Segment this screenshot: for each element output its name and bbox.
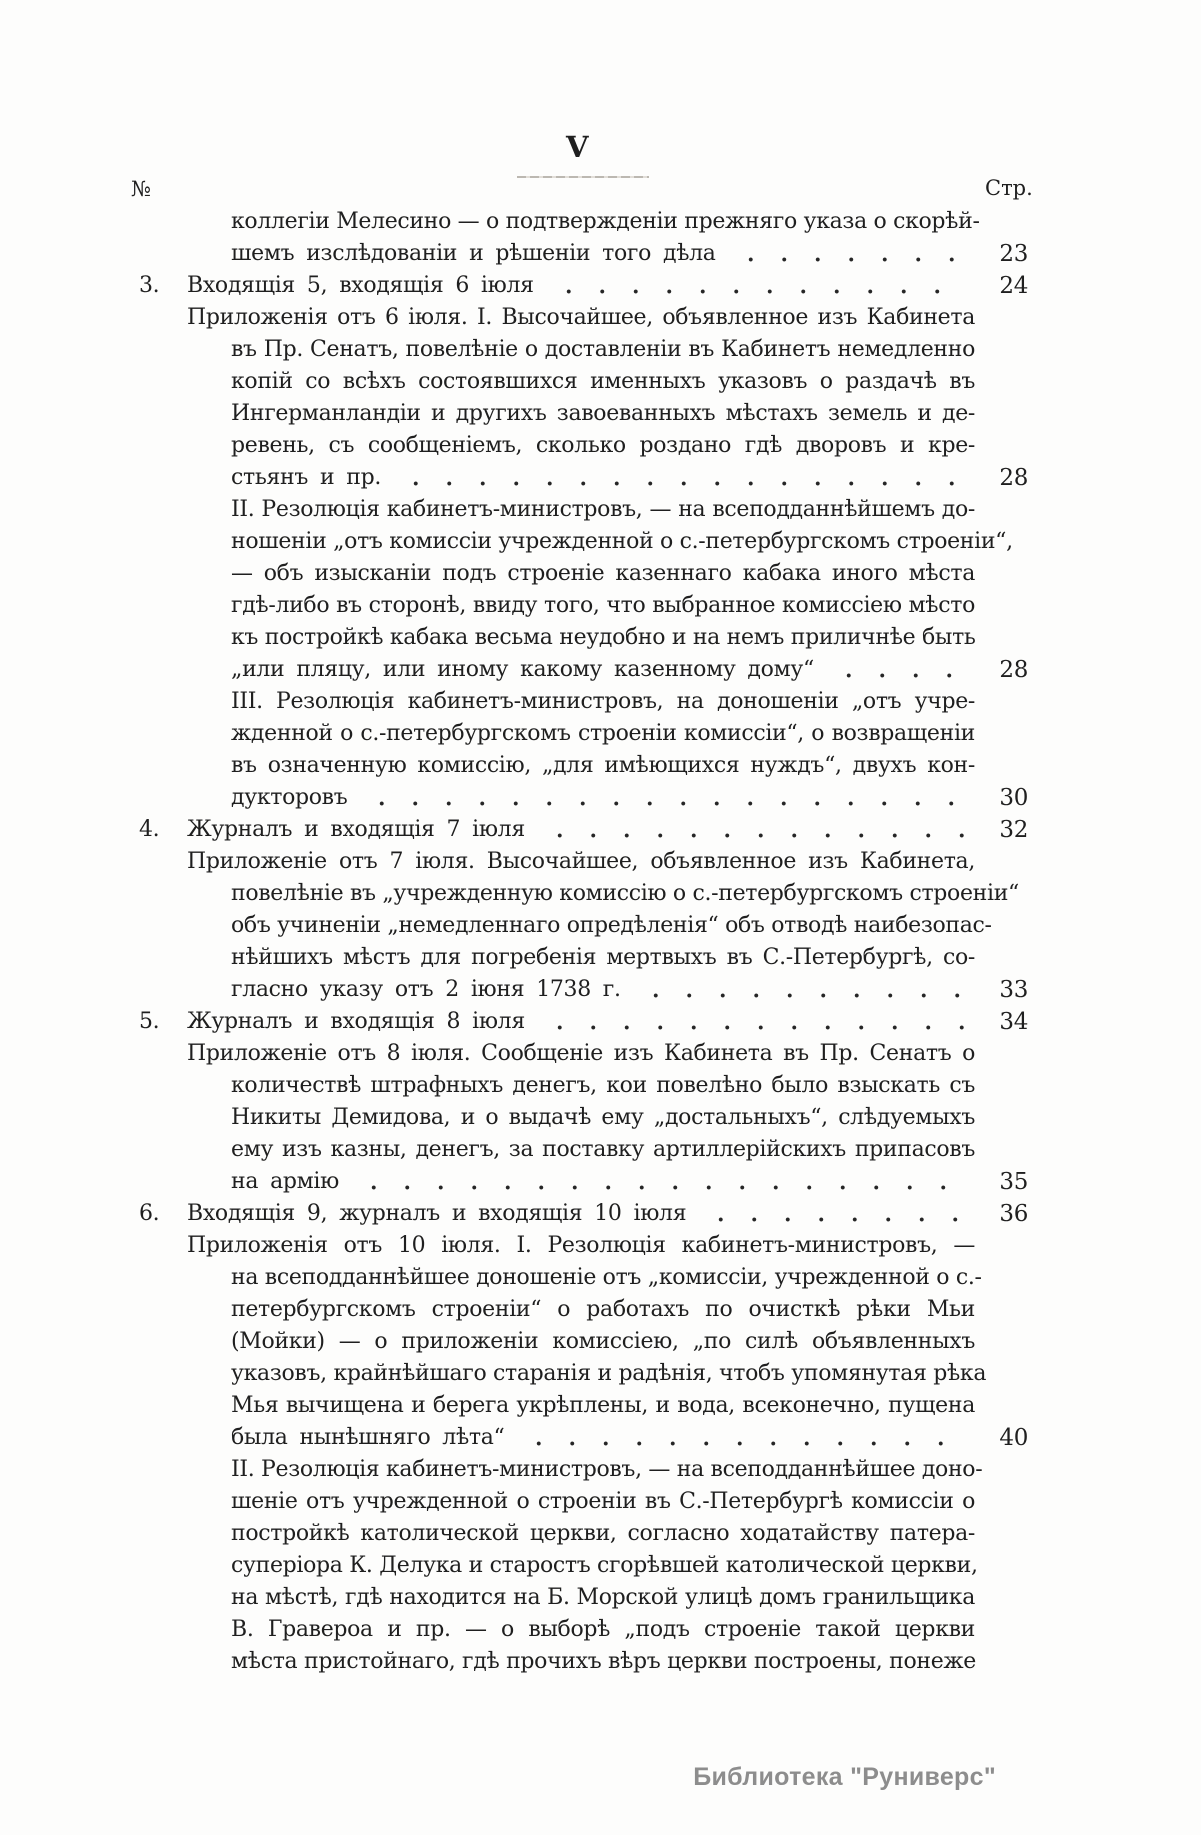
dot-leader bbox=[728, 238, 966, 270]
dot-leader bbox=[537, 1006, 966, 1038]
toc-line-text: Журналъ и входящія 7 іюля bbox=[187, 817, 525, 842]
toc-line bbox=[0, 1422, 1201, 1454]
toc-line-text: въ Пр. Сенатъ, повелѣніе о доставленіи въ Кабинетъ немедленно bbox=[231, 337, 975, 362]
column-label-number: № bbox=[131, 177, 151, 201]
toc-line-text: гдѣ-либо въ сторонѣ, ввиду того, что выбранное комиссіею мѣсто bbox=[231, 593, 975, 618]
toc-line-text: „или пляцу, или иному какому казенному дому“ bbox=[231, 657, 814, 682]
toc-line-text: III. Резолюція кабинетъ-министровъ, на доношеніи „отъ учре- bbox=[231, 689, 975, 714]
toc-line-text: петербургскомъ строеніи“ о работахъ по очисткѣ рѣки Мьи bbox=[231, 1297, 975, 1322]
toc-line-text: постройкѣ католической церкви, согласно ходатайству патера- bbox=[231, 1521, 975, 1546]
toc-line-text: Входящія 5, входящія 6 іюля bbox=[187, 273, 534, 298]
library-watermark: Библиотека "Руниверс" bbox=[693, 1763, 996, 1791]
toc-page-number: 28 bbox=[999, 465, 1028, 491]
toc-page-number: 35 bbox=[999, 1169, 1028, 1195]
toc-line-text: шеніе отъ учрежденной о строеніи въ С.-Петербургѣ комиссіи о bbox=[231, 1489, 975, 1514]
toc-line bbox=[0, 686, 1201, 718]
toc-line bbox=[0, 1006, 1201, 1038]
toc-line-text: количествѣ штрафныхъ денегъ, кои повелѣно было взыскать съ bbox=[231, 1073, 975, 1098]
toc-line-text: Входящія 9, журналъ и входящія 10 іюля bbox=[187, 1201, 687, 1226]
toc-line bbox=[0, 1294, 1201, 1326]
dot-leader bbox=[351, 1166, 966, 1198]
toc-item-number: 6. bbox=[139, 1201, 160, 1226]
toc-line-text: В. Гравероа и пр. — о выборѣ „подъ строеніе такой церкви bbox=[231, 1617, 975, 1642]
toc-line bbox=[0, 590, 1201, 622]
toc-line-text: на всеподданнѣйшее доношеніе отъ „комиссіи, учрежденной о с.- bbox=[231, 1265, 982, 1290]
header-rule bbox=[517, 176, 649, 178]
toc-line bbox=[0, 1390, 1201, 1422]
toc-line bbox=[0, 462, 1201, 494]
toc-line-text: нѣйшихъ мѣстъ для погребенія мертвыхъ въ С.-Петербургѣ, со- bbox=[231, 945, 975, 970]
toc-line-text: жденной о с.-петербургскомъ строеніи комиссіи“, о возвращеніи bbox=[231, 721, 975, 746]
toc-line-text: на мѣстѣ, гдѣ находится на Б. Морской улицѣ домъ гранильщика bbox=[231, 1585, 975, 1610]
dot-leader bbox=[698, 1198, 966, 1230]
toc-line bbox=[0, 942, 1201, 974]
toc-page-number: 28 bbox=[999, 657, 1028, 683]
toc-line bbox=[0, 366, 1201, 398]
dot-leader bbox=[516, 1422, 966, 1454]
toc-line bbox=[0, 1518, 1201, 1550]
toc-line-text: II. Резолюція кабинетъ-министровъ, — на всеподданнѣйшемъ до- bbox=[231, 497, 975, 522]
toc-line-text: — объ изысканіи подъ строеніе казеннаго кабака иного мѣста bbox=[231, 561, 975, 586]
toc-line bbox=[0, 654, 1201, 686]
toc-line-text: Ингерманландіи и другихъ завоеванныхъ мѣстахъ земель и де- bbox=[231, 401, 975, 426]
toc-line bbox=[0, 1134, 1201, 1166]
dot-leader bbox=[826, 654, 966, 686]
toc-line-text: Никиты Демидова, и о выдачѣ ему „достальныхъ“, слѣдуемыхъ bbox=[231, 1105, 975, 1130]
toc-line bbox=[0, 526, 1201, 558]
toc-line bbox=[0, 878, 1201, 910]
toc-line-text: гласно указу отъ 2 іюня 1738 г. bbox=[231, 977, 621, 1002]
toc-line bbox=[0, 1486, 1201, 1518]
toc-line-text: коллегіи Мелесино — о подтвержденіи прежняго указа о скорѣй- bbox=[231, 209, 980, 234]
toc-line bbox=[0, 302, 1201, 334]
toc-line bbox=[0, 750, 1201, 782]
toc-line-text: Журналъ и входящія 8 іюля bbox=[187, 1009, 525, 1034]
toc-page-number: 34 bbox=[999, 1009, 1028, 1035]
toc-line-text: Мья вычищена и берега укрѣплены, и вода, всеконечно, пущена bbox=[231, 1393, 975, 1418]
toc-line-text: Приложеніе отъ 8 іюля. Сообщеніе изъ Кабинета въ Пр. Сенатъ о bbox=[187, 1041, 975, 1066]
toc-line bbox=[0, 238, 1201, 270]
toc-line-text: Приложенія отъ 10 іюля. I. Резолюція кабинетъ-министровъ, — bbox=[187, 1233, 975, 1258]
toc-line-text: ревень, съ сообщеніемъ, сколько роздано гдѣ дворовъ и кре- bbox=[231, 433, 975, 458]
toc-line-text: (Мойки) — о приложеніи комиссіею, „по силѣ объявленныхъ bbox=[231, 1329, 975, 1354]
toc-line bbox=[0, 1358, 1201, 1390]
toc-line-text: Приложеніе отъ 7 іюля. Высочайшее, объявленное изъ Кабинета, bbox=[187, 849, 975, 874]
toc-page-number: 36 bbox=[999, 1201, 1028, 1227]
toc-line bbox=[0, 334, 1201, 366]
toc-line bbox=[0, 1582, 1201, 1614]
toc-line-text: въ означенную комиссію, „для имѣющихся нуждъ“, двухъ кон- bbox=[231, 753, 975, 778]
dot-leader bbox=[393, 462, 966, 494]
dot-leader bbox=[633, 974, 966, 1006]
toc-line-text: стьянъ и пр. bbox=[231, 465, 381, 490]
toc-line-text: на армію bbox=[231, 1169, 339, 1194]
toc-line bbox=[0, 910, 1201, 942]
toc-page-number: 40 bbox=[999, 1425, 1028, 1451]
toc-line bbox=[0, 206, 1201, 238]
toc-page-number: 24 bbox=[999, 273, 1028, 299]
toc-line-text: II. Резолюція кабинетъ-министровъ, — на всеподданнѣйшее доно- bbox=[231, 1457, 983, 1482]
toc-line-text: дукторовъ bbox=[231, 785, 348, 810]
toc-line bbox=[0, 718, 1201, 750]
toc-line bbox=[0, 974, 1201, 1006]
page-number-roman: V bbox=[566, 130, 590, 164]
toc-line-text: шемъ изслѣдованіи и рѣшеніи того дѣла bbox=[231, 241, 716, 266]
toc-line-text: указовъ, крайнѣйшаго старанія и радѣнія, чтобъ упомянутая рѣка bbox=[231, 1361, 987, 1386]
toc-line bbox=[0, 1038, 1201, 1070]
toc-item-number: 3. bbox=[139, 273, 160, 298]
toc-line bbox=[0, 1166, 1201, 1198]
toc-line-text: суперіора К. Делука и старостъ сгорѣвшей католической церкви, bbox=[231, 1553, 978, 1578]
toc-line bbox=[0, 270, 1201, 302]
toc-line bbox=[0, 846, 1201, 878]
toc-line-text: ношеніи „отъ комиссіи учрежденной о с.-петербургскомъ строеніи“, bbox=[231, 529, 1013, 554]
toc-line bbox=[0, 814, 1201, 846]
toc-line-text: къ постройкѣ кабака весьма неудобно и на немъ приличнѣе быть bbox=[231, 625, 976, 650]
toc-line-text: копій со всѣхъ состоявшихся именныхъ указовъ о раздачѣ въ bbox=[231, 369, 975, 394]
toc-line bbox=[0, 1230, 1201, 1262]
toc-line bbox=[0, 1646, 1201, 1678]
toc-line bbox=[0, 1070, 1201, 1102]
toc-line bbox=[0, 782, 1201, 814]
dot-leader bbox=[546, 270, 966, 302]
toc-line-text: повелѣніе въ „учрежденную комиссію о с.-петербургскомъ строеніи“ bbox=[231, 881, 1019, 906]
toc-line-text: объ учиненіи „немедленнаго опредѣленія“ объ отводѣ наибезопас- bbox=[231, 913, 992, 938]
dot-leader bbox=[359, 782, 966, 814]
toc-page-number: 23 bbox=[999, 241, 1028, 267]
toc-page-number: 32 bbox=[999, 817, 1028, 843]
toc-item-number: 4. bbox=[139, 817, 160, 842]
toc-line bbox=[0, 430, 1201, 462]
toc-line bbox=[0, 1102, 1201, 1134]
toc-item-number: 5. bbox=[139, 1009, 160, 1034]
toc-line bbox=[0, 1326, 1201, 1358]
toc-line-text: мѣста пристойнаго, гдѣ прочихъ вѣръ церкви построены, понеже bbox=[231, 1649, 976, 1674]
toc-line bbox=[0, 558, 1201, 590]
toc-line bbox=[0, 1550, 1201, 1582]
toc-line bbox=[0, 622, 1201, 654]
toc-page-number: 30 bbox=[999, 785, 1028, 811]
toc-line-text: ему изъ казны, денегъ, за поставку артиллерійскихъ припасовъ bbox=[231, 1137, 975, 1162]
column-label-page: Стр. bbox=[985, 176, 1033, 200]
toc-line-text: была нынѣшняго лѣта“ bbox=[231, 1425, 505, 1450]
toc-line bbox=[0, 1454, 1201, 1486]
toc-line-text: Приложенія отъ 6 іюля. I. Высочайшее, объявленное изъ Кабинета bbox=[187, 305, 975, 330]
toc-line bbox=[0, 1198, 1201, 1230]
toc-line bbox=[0, 1614, 1201, 1646]
toc-line bbox=[0, 398, 1201, 430]
toc-page-number: 33 bbox=[999, 977, 1028, 1003]
toc-line bbox=[0, 494, 1201, 526]
toc-line bbox=[0, 1262, 1201, 1294]
dot-leader bbox=[537, 814, 966, 846]
table-of-contents bbox=[0, 206, 1201, 1678]
